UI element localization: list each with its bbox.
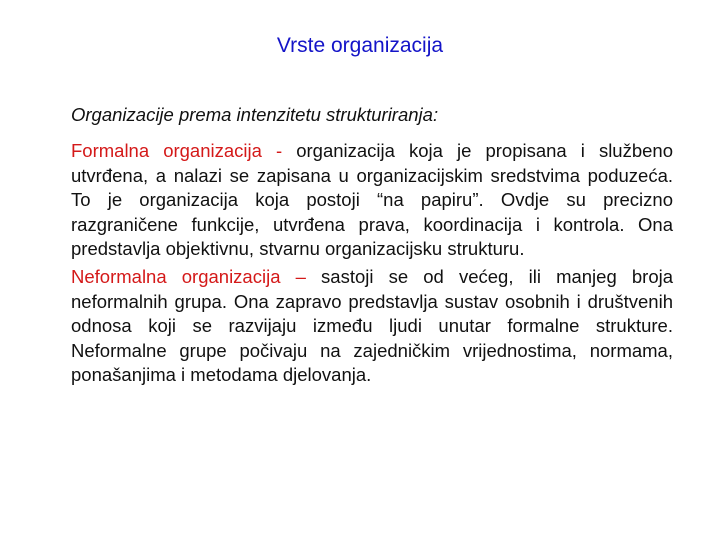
definition-formal: organizacija koja je propisana i službeno utvrđena, a nalazi se zapisana u organizacijskim sredstvima poduzeća. To je organizacija koja postoji “na papiru”. Ovdje su precizno razgraničene funkcije, utvrđena prava, koordinacija i kontrola. Ona predstavlja objektivnu, stvarnu organizacijsku strukturu.: [71, 140, 673, 260]
term-formal: Formalna organizacija -: [71, 140, 283, 161]
slide-subtitle: Organizacije prema intenzitetu strukturiranja:: [71, 104, 439, 125]
slide-title: Vrste organizacija: [276, 34, 444, 57]
definition-informal: sastoji se od većeg, ili manjeg broja neformalnih grupa. Ona zapravo predstavlja sustav osobnih i društvenih odnosa koji se razvijaju između ljudi unutar formalne strukture. Neformalne grupe počivaju na zajedničkim vrijednostima, normama, ponašanjima i metodama djelovanja.: [71, 265, 674, 386]
paragraph-informal: [71, 265, 673, 388]
paragraph-formal: [71, 139, 673, 262]
slide-body: [71, 139, 673, 391]
term-informal: Neformalna organizacija –: [71, 265, 306, 287]
